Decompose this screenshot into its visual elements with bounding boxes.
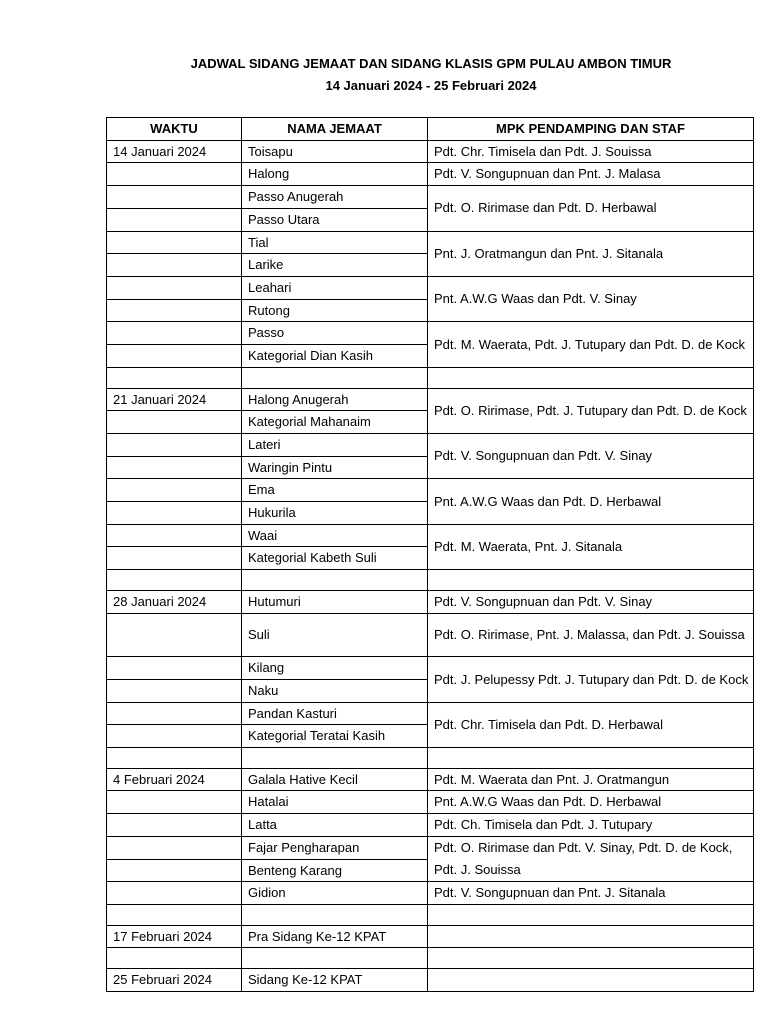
table-row [107,657,754,680]
waktu-cell [107,299,242,322]
nama-jemaat-cell: Kategorial Mahanaim [242,411,428,434]
waktu-cell: 25 Februari 2024 [107,969,242,992]
mpk-cell: Pdt. M. Waerata dan Pnt. J. Oratmangun [428,768,754,791]
mpk-cell: Pdt. O. Ririmase, Pnt. J. Malassa, dan Pdt. J. Souissa [428,613,754,657]
waktu-cell [107,613,242,657]
mpk-cell: Pdt. Ch. Timisela dan Pdt. J. Tutupary [428,814,754,837]
mpk-cell: Pdt. O. Ririmase dan Pdt. D. Herbawal [428,186,754,231]
nama-jemaat-cell: Passo Utara [242,208,428,231]
mpk-cell: Pnt. J. Oratmangun dan Pnt. J. Sitanala [428,231,754,276]
table-row [107,163,754,186]
table-row [107,969,754,992]
nama-jemaat-cell: Rutong [242,299,428,322]
nama-jemaat-cell: Kategorial Teratai Kasih [242,725,428,748]
mpk-cell [428,570,754,591]
waktu-cell [107,814,242,837]
waktu-cell [107,702,242,725]
header-nama-jemaat: NAMA JEMAAT [242,118,428,141]
nama-jemaat-cell: Naku [242,679,428,702]
waktu-cell [107,859,242,882]
table-header-row [107,118,754,141]
nama-jemaat-cell: Hatalai [242,791,428,814]
document-date-range: 14 Januari 2024 - 25 Februari 2024 [325,78,537,93]
waktu-cell [107,948,242,969]
table-row [107,186,754,209]
nama-jemaat-cell: Ema [242,479,428,502]
waktu-cell [107,367,242,388]
waktu-cell [107,411,242,434]
mpk-cell: Pdt. M. Waerata, Pnt. J. Sitanala [428,524,754,569]
waktu-cell [107,679,242,702]
nama-jemaat-cell: Galala Hative Kecil [242,768,428,791]
waktu-cell [107,882,242,905]
waktu-cell [107,254,242,277]
waktu-cell [107,186,242,209]
table-row [107,925,754,948]
mpk-cell: Pdt. J. Pelupessy Pdt. J. Tutupary dan Pdt. D. de Kock [428,657,754,702]
mpk-cell: Pdt. O. Ririmase dan Pdt. V. Sinay, Pdt. D. de Kock, Pdt. J. Souissa [428,836,754,881]
waktu-cell [107,547,242,570]
nama-jemaat-cell: Benteng Karang [242,859,428,882]
mpk-cell: Pdt. Chr. Timisela dan Pdt. J. Souissa [428,140,754,163]
nama-jemaat-cell: Latta [242,814,428,837]
table-row [107,322,754,345]
table-row [107,590,754,613]
nama-jemaat-cell: Passo Anugerah [242,186,428,209]
waktu-cell [107,456,242,479]
mpk-cell: Pdt. V. Songupnuan dan Pnt. J. Malasa [428,163,754,186]
mpk-cell: Pnt. A.W.G Waas dan Pdt. V. Sinay [428,276,754,321]
nama-jemaat-cell: Hutumuri [242,590,428,613]
nama-jemaat-cell: Fajar Pengharapan [242,836,428,859]
nama-jemaat-cell: Gidion [242,882,428,905]
waktu-cell [107,502,242,525]
mpk-cell [428,948,754,969]
mpk-cell [428,969,754,992]
waktu-cell [107,208,242,231]
mpk-cell: Pnt. A.W.G Waas dan Pdt. D. Herbawal [428,479,754,524]
nama-jemaat-cell: Hukurila [242,502,428,525]
mpk-cell: Pdt. V. Songupnuan dan Pdt. V. Sinay [428,433,754,478]
table-row [107,768,754,791]
waktu-cell [107,276,242,299]
waktu-cell [107,433,242,456]
table-row [107,814,754,837]
nama-jemaat-cell: Waringin Pintu [242,456,428,479]
nama-jemaat-cell [242,747,428,768]
waktu-cell [107,904,242,925]
table-row [107,231,754,254]
waktu-cell [107,791,242,814]
nama-jemaat-cell: Leahari [242,276,428,299]
table-row [107,524,754,547]
mpk-cell [428,747,754,768]
waktu-cell [107,836,242,859]
nama-jemaat-cell: Waai [242,524,428,547]
waktu-cell [107,657,242,680]
nama-jemaat-cell: Halong [242,163,428,186]
table-row [107,747,754,768]
waktu-cell [107,747,242,768]
table-row [107,388,754,411]
nama-jemaat-cell: Kategorial Kabeth Suli [242,547,428,570]
header-mpk: MPK PENDAMPING DAN STAF [428,118,754,141]
nama-jemaat-cell: Tial [242,231,428,254]
mpk-cell [428,367,754,388]
waktu-cell [107,163,242,186]
table-row [107,791,754,814]
table-row [107,140,754,163]
waktu-cell [107,345,242,368]
nama-jemaat-cell: Kilang [242,657,428,680]
table-row [107,836,754,859]
table-row [107,904,754,925]
waktu-cell [107,322,242,345]
nama-jemaat-cell: Toisapu [242,140,428,163]
header-waktu: WAKTU [107,118,242,141]
waktu-cell [107,231,242,254]
waktu-cell [107,479,242,502]
mpk-cell: Pdt. V. Songupnuan dan Pdt. V. Sinay [428,590,754,613]
nama-jemaat-cell [242,367,428,388]
table-row [107,570,754,591]
table-row [107,479,754,502]
nama-jemaat-cell: Passo [242,322,428,345]
mpk-cell: Pnt. A.W.G Waas dan Pdt. D. Herbawal [428,791,754,814]
waktu-cell: 28 Januari 2024 [107,590,242,613]
nama-jemaat-cell: Larike [242,254,428,277]
nama-jemaat-cell [242,904,428,925]
table-row [107,613,754,657]
waktu-cell: 14 Januari 2024 [107,140,242,163]
nama-jemaat-cell: Halong Anugerah [242,388,428,411]
mpk-cell: Pdt. V. Songupnuan dan Pnt. J. Sitanala [428,882,754,905]
document-title: JADWAL SIDANG JEMAAT DAN SIDANG KLASIS GPM PULAU AMBON TIMUR [190,56,672,71]
waktu-cell: 21 Januari 2024 [107,388,242,411]
waktu-cell [107,524,242,547]
table-row [107,948,754,969]
waktu-cell [107,725,242,748]
table-row [107,367,754,388]
nama-jemaat-cell [242,948,428,969]
nama-jemaat-cell: Kategorial Dian Kasih [242,345,428,368]
nama-jemaat-cell: Pra Sidang Ke-12 KPAT [242,925,428,948]
mpk-cell: Pdt. O. Ririmase, Pdt. J. Tutupary dan Pdt. D. de Kock [428,388,754,433]
nama-jemaat-cell: Suli [242,613,428,657]
mpk-cell: Pdt. M. Waerata, Pdt. J. Tutupary dan Pdt. D. de Kock [428,322,754,367]
nama-jemaat-cell: Lateri [242,433,428,456]
table-body [107,140,754,991]
table-row [107,882,754,905]
waktu-cell: 4 Februari 2024 [107,768,242,791]
nama-jemaat-cell: Sidang Ke-12 KPAT [242,969,428,992]
mpk-cell [428,925,754,948]
nama-jemaat-cell [242,570,428,591]
nama-jemaat-cell: Pandan Kasturi [242,702,428,725]
mpk-cell: Pdt. Chr. Timisela dan Pdt. D. Herbawal [428,702,754,747]
table-row [107,702,754,725]
schedule-table [106,117,754,992]
table-row [107,276,754,299]
waktu-cell: 17 Februari 2024 [107,925,242,948]
mpk-cell [428,904,754,925]
waktu-cell [107,570,242,591]
table-row [107,433,754,456]
